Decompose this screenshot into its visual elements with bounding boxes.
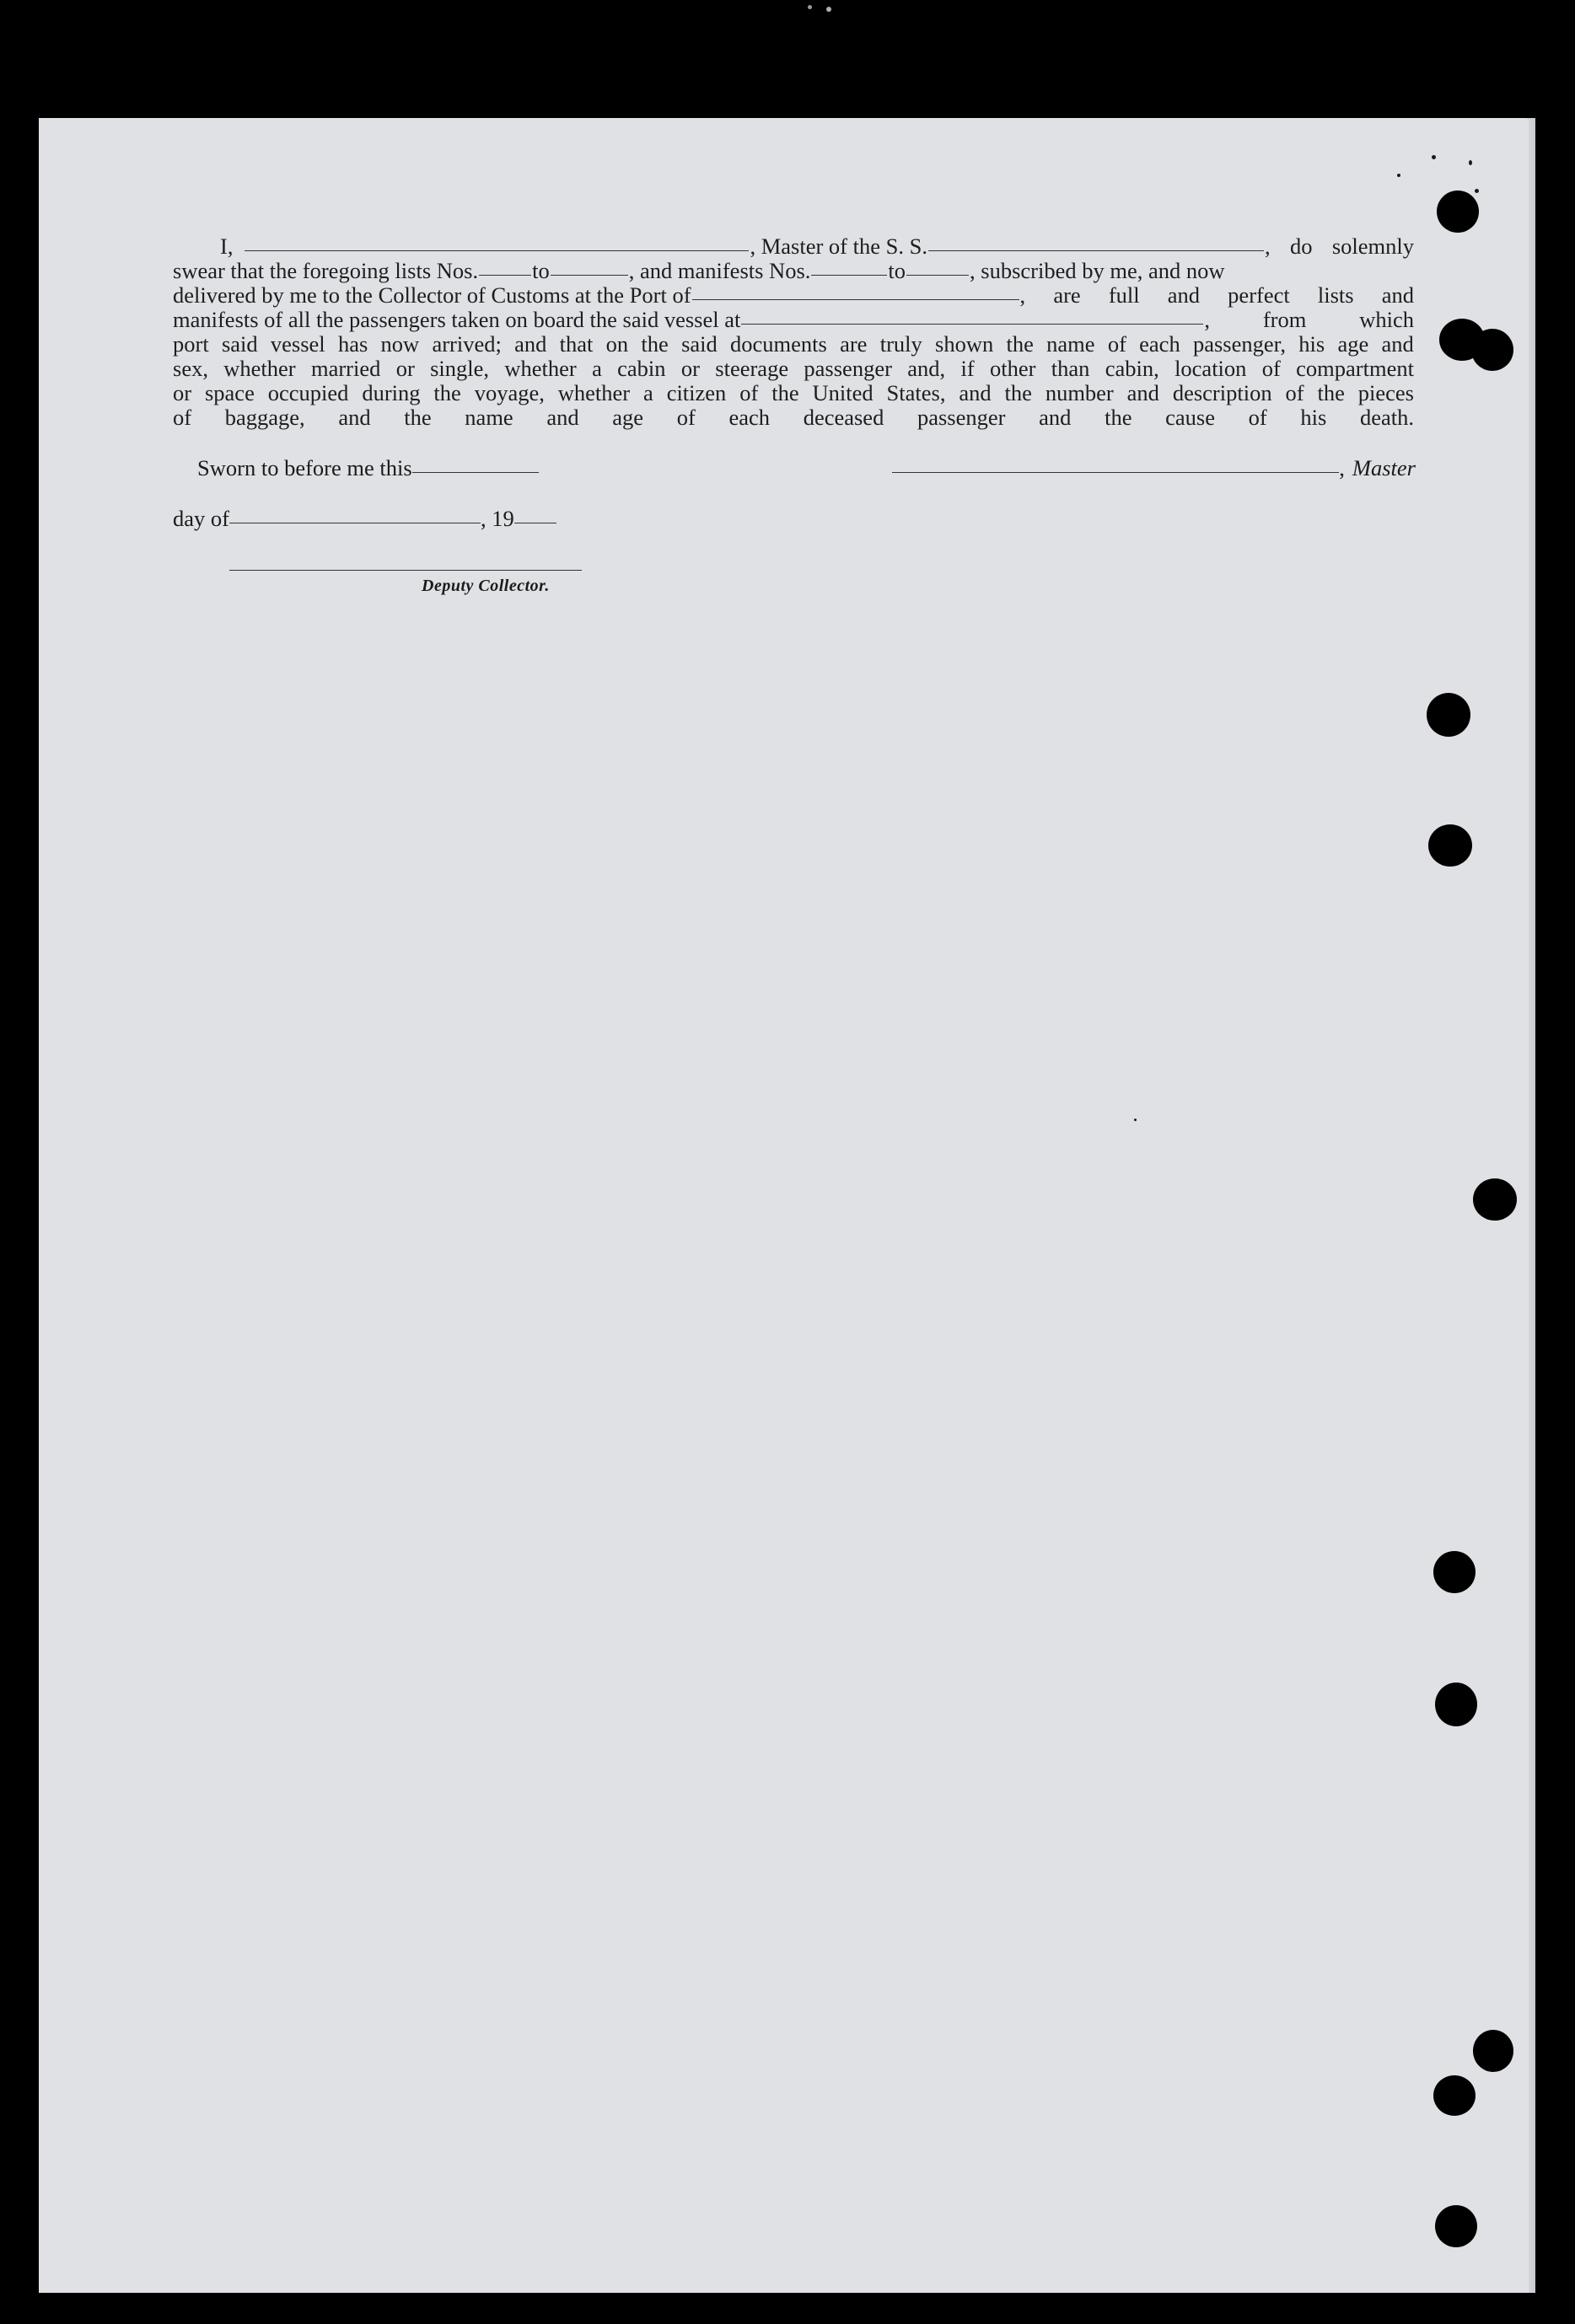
oath-word: of xyxy=(1261,356,1281,381)
punch-hole xyxy=(1471,329,1513,371)
oath-text: swear that the foregoing lists Nos. xyxy=(173,258,479,283)
oath-word: of xyxy=(1285,380,1304,405)
oath-word: shown xyxy=(935,331,994,357)
oath-word: his xyxy=(1298,331,1325,357)
embarkation-blank[interactable] xyxy=(741,324,1203,325)
punch-hole xyxy=(1473,2030,1513,2072)
punch-hole xyxy=(1427,693,1470,737)
page-edge xyxy=(1529,118,1535,2293)
oath-line-2 xyxy=(173,259,1414,283)
oath-word: each xyxy=(1139,331,1180,357)
oath-word: during xyxy=(362,380,421,405)
ship-name-blank[interactable] xyxy=(928,250,1264,251)
oath-word: voyage, xyxy=(474,380,545,405)
oath-word: and xyxy=(1381,331,1414,357)
oath-word: cabin, xyxy=(1105,356,1159,381)
oath-word: and, xyxy=(907,356,946,381)
oath-word: or xyxy=(680,356,700,381)
oath-text: , Master of the S. S. xyxy=(750,233,927,259)
oath-line-6 xyxy=(173,357,1414,381)
master-label: Master xyxy=(1352,455,1416,480)
punch-hole xyxy=(1433,1551,1476,1593)
oath-word: a xyxy=(592,356,602,381)
master-name-blank[interactable] xyxy=(245,250,749,251)
oath-word: name xyxy=(1046,331,1095,357)
oath-word: port xyxy=(173,331,209,357)
oath-line-5 xyxy=(173,332,1414,357)
speck xyxy=(808,5,812,9)
oath-word: documents xyxy=(730,331,827,357)
oath-word: the xyxy=(1004,380,1032,405)
speck xyxy=(1469,160,1472,165)
deputy-collector-label: Deputy Collector. xyxy=(422,577,550,595)
oath-word: other xyxy=(989,356,1036,381)
speck xyxy=(1134,1119,1137,1121)
oath-word: are xyxy=(840,331,868,357)
oath-word: said xyxy=(221,331,258,357)
oath-word: and xyxy=(959,380,992,405)
oath-word: married xyxy=(310,356,381,381)
oath-text: manifests of all the passengers taken on board the said vessel at xyxy=(173,307,741,332)
master-signature-blank[interactable] xyxy=(892,472,1339,473)
oath-text: to xyxy=(888,258,906,283)
document-page xyxy=(39,118,1535,2293)
oath-word: arrived; xyxy=(432,331,502,357)
oath-word: said xyxy=(681,331,718,357)
oath-text: , do solemnly xyxy=(1264,233,1414,259)
oath-word: sex, xyxy=(173,356,208,381)
oath-word: States, xyxy=(886,380,946,405)
oath-text: , are full and perfect lists and xyxy=(1019,282,1414,308)
oath-paragraph xyxy=(173,234,1414,430)
oath-text: , from which xyxy=(1204,307,1414,332)
oath-word: number xyxy=(1045,380,1114,405)
master-comma: , xyxy=(1339,455,1345,480)
oath-text: I, xyxy=(220,233,234,259)
oath-word: whether xyxy=(557,380,631,405)
speck xyxy=(1475,189,1479,193)
oath-word: and xyxy=(514,331,547,357)
oath-word: of xyxy=(1107,331,1126,357)
oath-text: , subscribed by me, and now xyxy=(970,258,1225,283)
oath-word: the xyxy=(771,380,799,405)
oath-text: to xyxy=(532,258,550,283)
oath-word: that xyxy=(559,331,594,357)
punch-hole xyxy=(1428,824,1472,867)
oath-word: has xyxy=(337,331,368,357)
oath-line-7 xyxy=(173,381,1414,405)
oath-word: or xyxy=(395,356,415,381)
master-signature-row xyxy=(892,455,1416,481)
oath-word: a xyxy=(643,380,653,405)
sworn-label: Sworn to before me this xyxy=(197,455,412,480)
punch-hole xyxy=(1437,191,1479,233)
oath-word: steerage xyxy=(715,356,789,381)
oath-word: cabin xyxy=(617,356,666,381)
oath-word: space xyxy=(204,380,255,405)
oath-word: passenger, xyxy=(1192,331,1287,357)
day-row xyxy=(173,506,556,532)
oath-word: of xyxy=(739,380,759,405)
manifests-from-blank[interactable] xyxy=(811,275,887,276)
oath-line-8: of baggage, and the name and age of each deceased passenger and the cause of his death. xyxy=(173,405,1414,430)
punch-hole xyxy=(1435,1683,1477,1726)
oath-word: description xyxy=(1172,380,1272,405)
oath-line-1 xyxy=(173,234,1414,259)
oath-word: than xyxy=(1051,356,1090,381)
oath-word: whether xyxy=(504,356,577,381)
lists-to-blank[interactable] xyxy=(551,275,628,276)
oath-word: passenger xyxy=(804,356,892,381)
oath-word: compartment xyxy=(1296,356,1414,381)
oath-word: the xyxy=(433,380,461,405)
year-prefix: , 19 xyxy=(480,506,514,531)
oath-word: single, xyxy=(430,356,490,381)
port-blank[interactable] xyxy=(692,299,1019,300)
speck xyxy=(826,7,831,12)
sworn-row xyxy=(197,455,539,481)
oath-word: pieces xyxy=(1357,380,1414,405)
day-of-label: day of xyxy=(173,506,229,531)
oath-word: citizen xyxy=(666,380,727,405)
oath-word: on xyxy=(605,331,629,357)
oath-word: and xyxy=(1126,380,1159,405)
oath-word: United xyxy=(812,380,874,405)
punch-hole xyxy=(1433,2075,1476,2116)
manifests-to-blank[interactable] xyxy=(906,275,969,276)
sworn-day-blank[interactable] xyxy=(412,472,539,473)
oath-word: whether xyxy=(223,356,296,381)
speck xyxy=(1432,155,1436,159)
oath-word: or xyxy=(173,380,192,405)
oath-text: delivered by me to the Collector of Customs at the Port of xyxy=(173,282,691,308)
oath-word: the xyxy=(1317,380,1345,405)
deputy-collector-signature-line[interactable] xyxy=(229,570,582,571)
oath-word: location xyxy=(1175,356,1247,381)
oath-word: the xyxy=(641,331,669,357)
oath-word: if xyxy=(960,356,975,381)
oath-text xyxy=(970,259,1414,283)
oath-word: now xyxy=(380,331,420,357)
lists-from-blank[interactable] xyxy=(479,275,531,276)
oath-word: the xyxy=(1006,331,1034,357)
speck xyxy=(1397,174,1400,177)
oath-word: truly xyxy=(879,331,922,357)
oath-line-3 xyxy=(173,283,1414,308)
oath-word: vessel xyxy=(270,331,325,357)
oath-word: occupied xyxy=(267,380,349,405)
oath-text: , and manifests Nos. xyxy=(628,258,811,283)
oath-word: age xyxy=(1337,331,1369,357)
punch-hole xyxy=(1473,1178,1517,1221)
oath-line-4 xyxy=(173,308,1414,332)
punch-hole xyxy=(1435,2205,1477,2247)
